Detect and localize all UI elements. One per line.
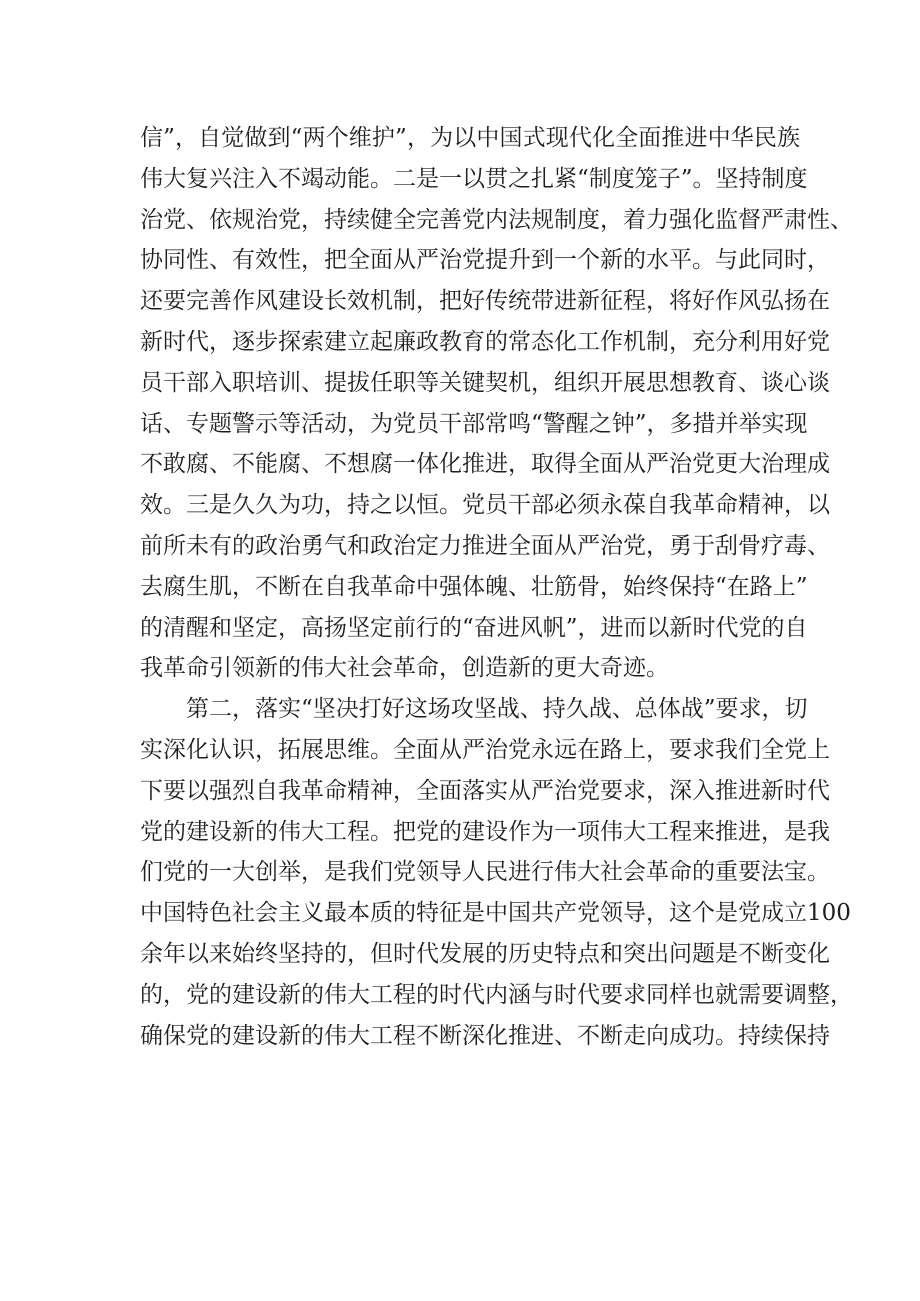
text-line: 协同性、有效性，把全面从严治党提升到一个新的水平。与此同时， xyxy=(140,247,830,274)
text-line: 还要完善作风建设长效机制，把好传统带进新征程，将好作风弘扬在 xyxy=(140,288,830,315)
document-body xyxy=(140,118,853,1056)
text-line: 话、专题警示等活动，为党员干部常鸣“警醒之钟”，多措并举实现 xyxy=(140,410,808,437)
text-line: 员干部入职培训、提拔任职等关键契机，组织开展思想教育、谈心谈 xyxy=(140,369,830,396)
text-line: 治党、依规治党，持续健全完善党内法规制度，着力强化监督严肃性、 xyxy=(140,206,853,233)
text-line: 中国特色社会主义最本质的特征是中国共产党领导，这个是党成立100 xyxy=(140,900,851,927)
text-line: 下要以强烈自我革命精神，全面落实从严治党要求，深入推进新时代 xyxy=(140,777,830,804)
text-line: 效。三是久久为功，持之以恒。党员干部必须永葆自我革命精神，以 xyxy=(140,492,830,519)
text-line: 确保党的建设新的伟大工程不断深化推进、不断走向成功。持续保持 xyxy=(140,1022,830,1049)
text-line: 不敢腐、不能腐、不想腐一体化推进，取得全面从严治党更大治理成 xyxy=(140,451,830,478)
text-line: 新时代，逐步探索建立起廉政教育的常态化工作机制，充分利用好党 xyxy=(140,328,830,355)
text-line: 们党的一大创举，是我们党领导人民进行伟大社会革命的重要法宝。 xyxy=(140,859,830,886)
text-line: 伟大复兴注入不竭动能。二是一以贯之扎紧“制度笼子”。坚持制度 xyxy=(140,165,808,192)
text-line: 的清醒和坚定，高扬坚定前行的“奋进风帆”，进而以新时代党的自 xyxy=(140,614,808,641)
text-line: 前所未有的政治勇气和政治定力推进全面从严治党，勇于刮骨疗毒、 xyxy=(140,532,830,559)
text-line: 的，党的建设新的伟大工程的时代内涵与时代要求同样也就需要调整， xyxy=(140,981,853,1008)
text-line: 去腐生肌，不断在自我革命中强体魄、壮筋骨，始终保持“在路上” xyxy=(140,573,808,600)
text-line: 实深化认识，拓展思维。全面从严治党永远在路上，要求我们全党上 xyxy=(140,736,830,763)
text-line: 余年以来始终坚持的，但时代发展的历史特点和突出问题是不断变化 xyxy=(140,940,830,967)
text-line: 党的建设新的伟大工程。把党的建设作为一项伟大工程来推进，是我 xyxy=(140,818,830,845)
paragraph-last-line: 我革命引领新的伟大社会革命，创造新的更大奇迹。 xyxy=(140,655,669,682)
paragraph-first-line: 第二，落实“坚决打好这场攻坚战、持久战、总体战”要求，切 xyxy=(186,696,808,723)
text-line: 信”，自觉做到“两个维护”，为以中国式现代化全面推进中华民族 xyxy=(140,125,800,151)
